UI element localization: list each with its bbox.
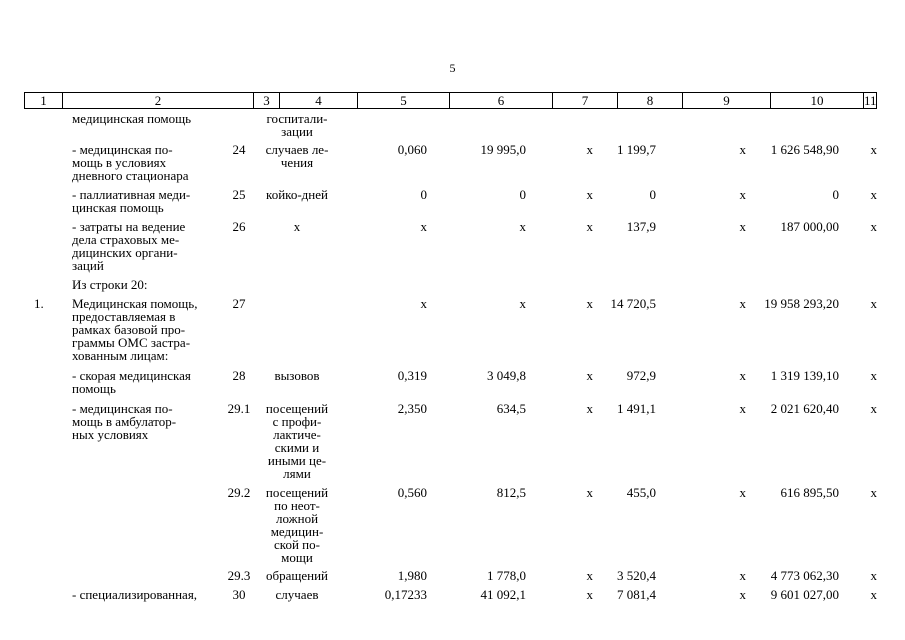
cell-col-8: 1 491,1 xyxy=(617,401,656,416)
cell-col-9: х xyxy=(739,485,746,500)
cell-line: посещений xyxy=(265,401,329,416)
cell-col-10: 616 895,50 xyxy=(780,485,839,500)
cell-col-9: х xyxy=(739,401,746,416)
cell-line: - скорая медицинская xyxy=(72,368,191,383)
cell-line: мощь в амбулатор- xyxy=(72,414,177,429)
header-cell-8: 8 xyxy=(646,93,654,108)
cell-col-5: 2,350 xyxy=(397,401,427,416)
cell-line: койко-дней xyxy=(266,187,328,202)
cell-col-5: 0,560 xyxy=(397,485,427,500)
cell-col-6: 3 049,8 xyxy=(487,368,526,383)
cell-col-6: 19 995,0 xyxy=(480,142,526,157)
cell-col-3: 29.3 xyxy=(227,568,251,583)
cell-col-10: 187 000,00 xyxy=(780,219,839,234)
cell-col-11: х xyxy=(870,587,877,602)
header-cell-3: 3 xyxy=(263,93,270,108)
cell-col-7: х xyxy=(586,587,593,602)
cell-col-8: 137,9 xyxy=(626,219,656,234)
cell-col-4 xyxy=(258,143,336,169)
cell-col-5: 1,980 xyxy=(397,568,427,583)
cell-col-9: х xyxy=(739,368,746,383)
cell-col-9: х xyxy=(739,587,746,602)
cell-line: заций xyxy=(72,258,104,273)
cell-line: ской по- xyxy=(274,537,320,552)
cell-col-5: 0 xyxy=(420,187,427,202)
header-cell-1: 1 xyxy=(40,93,47,108)
cell-col-8: 14 720,5 xyxy=(610,296,656,311)
cell-col-2 xyxy=(72,188,232,214)
cell-col-2 xyxy=(72,369,232,395)
header-cell-10: 10 xyxy=(810,93,824,108)
header-cell-9: 9 xyxy=(723,93,730,108)
cell-col-11: х xyxy=(870,368,877,383)
cell-line: вызовов xyxy=(274,368,320,383)
cell-line: Из строки 20: xyxy=(72,277,148,292)
cell-line: по неот- xyxy=(274,498,320,513)
cell-col-2 xyxy=(72,220,232,272)
cell-col-11: х xyxy=(870,296,877,311)
cell-line: - паллиативная меди- xyxy=(72,187,191,202)
cell-line: зации xyxy=(281,124,313,139)
cell-col-4 xyxy=(258,112,336,138)
cell-line: помощь xyxy=(72,381,116,396)
cell-line: хованным лицам: xyxy=(72,348,169,363)
cell-col-3: 29.2 xyxy=(227,485,251,500)
cell-col-4 xyxy=(258,402,336,480)
cell-line: - специализированная, xyxy=(72,587,198,602)
cell-line: дневного стационара xyxy=(72,168,189,183)
cell-line: х xyxy=(293,219,301,234)
cell-col-6: х xyxy=(519,219,526,234)
cell-col-5: х xyxy=(420,219,427,234)
cell-line: с профи- xyxy=(272,414,322,429)
cell-col-4 xyxy=(258,588,336,601)
cell-col-2 xyxy=(72,112,232,125)
cell-line: чения xyxy=(280,155,314,170)
cell-col-10: 19 958 293,20 xyxy=(764,296,839,311)
cell-col-2 xyxy=(72,143,232,182)
cell-col-4 xyxy=(258,569,336,582)
cell-col-8: 3 520,4 xyxy=(617,568,656,583)
cell-col-6: 1 778,0 xyxy=(487,568,526,583)
cell-line: мощь в условиях xyxy=(72,155,167,170)
cell-line: - затраты на ведение xyxy=(72,219,186,234)
cell-line: предоставляемая в xyxy=(72,309,176,324)
cell-line: госпитали- xyxy=(266,111,328,126)
cell-col-7: х xyxy=(586,401,593,416)
cell-col-11: х xyxy=(870,568,877,583)
cell-line: дицинских органи- xyxy=(72,245,178,260)
cell-line: скими и xyxy=(274,440,320,455)
cell-col-3: 26 xyxy=(232,219,246,234)
cell-col-9: х xyxy=(739,568,746,583)
cell-col-10: 4 773 062,30 xyxy=(770,568,839,583)
cell-col-2 xyxy=(72,402,232,441)
cell-col-2 xyxy=(72,278,232,291)
cell-line: случаев xyxy=(275,587,319,602)
cell-col-2 xyxy=(72,588,232,601)
cell-col-6: 634,5 xyxy=(496,401,526,416)
cell-col-10: 1 319 139,10 xyxy=(770,368,839,383)
cell-line: обращений xyxy=(265,568,329,583)
cell-col-10: 9 601 027,00 xyxy=(770,587,839,602)
cell-col-2 xyxy=(72,297,232,362)
cell-line: медицин- xyxy=(270,524,324,539)
cell-col-4 xyxy=(258,220,336,233)
cell-col-7: х xyxy=(586,296,593,311)
cell-col-8: 455,0 xyxy=(626,485,656,500)
cell-col-4 xyxy=(258,188,336,201)
cell-line: рамках базовой про- xyxy=(72,322,186,337)
cell-line: посещений xyxy=(265,485,329,500)
cell-col-7: х xyxy=(586,368,593,383)
header-cell-7: 7 xyxy=(581,93,589,108)
cell-col-11: х xyxy=(870,401,877,416)
cell-line: дела страховых ме- xyxy=(72,232,180,247)
cell-line: - медицинская по- xyxy=(72,401,173,416)
cell-col-11: х xyxy=(870,187,877,202)
cell-line: лактиче- xyxy=(273,427,321,442)
cell-col-5: 0,060 xyxy=(397,142,427,157)
cell-col-8: 972,9 xyxy=(626,368,656,383)
table-header-row xyxy=(24,92,877,109)
cell-line: цинская помощь xyxy=(72,200,164,215)
cell-line: мощи xyxy=(281,550,313,565)
cell-line: случаев ле- xyxy=(265,142,329,157)
cell-col-10: 0 xyxy=(832,187,839,202)
cell-col-7: х xyxy=(586,142,593,157)
cell-line: медицинская помощь xyxy=(72,111,192,126)
header-cell-5: 5 xyxy=(400,93,407,108)
cell-col-9: х xyxy=(739,187,746,202)
cell-col-6: 812,5 xyxy=(496,485,526,500)
cell-col-8: 0 xyxy=(649,187,656,202)
cell-col-6: 0 xyxy=(519,187,526,202)
cell-col-5: 0,319 xyxy=(397,368,427,383)
cell-col-3: 24 xyxy=(232,142,246,157)
cell-col-3: 27 xyxy=(232,296,246,311)
cell-col-3: 28 xyxy=(232,368,246,383)
header-cell-11: 11 xyxy=(864,93,877,108)
cell-col-3: 30 xyxy=(232,587,246,602)
cell-col-9: х xyxy=(739,142,746,157)
cell-col-8: 1 199,7 xyxy=(617,142,656,157)
cell-col-6: х xyxy=(519,296,526,311)
cell-col-7: х xyxy=(586,187,593,202)
cell-col-11: х xyxy=(870,219,877,234)
cell-col-4 xyxy=(258,369,336,382)
cell-col-9: х xyxy=(739,296,746,311)
cell-col-3: 25 xyxy=(232,187,246,202)
cell-line: ложной xyxy=(275,511,319,526)
cell-col-5: 0,17233 xyxy=(384,587,427,602)
cell-col-9: х xyxy=(739,219,746,234)
cell-col-8: 7 081,4 xyxy=(617,587,656,602)
cell-col-5: х xyxy=(420,296,427,311)
cell-col-7: х xyxy=(586,219,593,234)
header-cell-2: 2 xyxy=(154,93,162,108)
cell-line: - медицинская по- xyxy=(72,142,173,157)
page-number: 5 xyxy=(449,61,456,75)
cell-line: граммы ОМС застра- xyxy=(72,335,191,350)
cell-col-11: х xyxy=(870,485,877,500)
cell-col-7: х xyxy=(586,568,593,583)
cell-line: ных условиях xyxy=(72,427,149,442)
cell-col-10: 1 626 548,90 xyxy=(770,142,839,157)
header-cell-6: 6 xyxy=(497,93,505,108)
cell-col-7: х xyxy=(586,485,593,500)
cell-col-10: 2 021 620,40 xyxy=(770,401,839,416)
cell-line: лями xyxy=(283,466,311,481)
cell-col-4 xyxy=(258,486,336,564)
cell-line: Медицинская помощь, xyxy=(72,296,198,311)
cell-line: иными це- xyxy=(267,453,327,468)
header-cell-4: 4 xyxy=(315,93,322,108)
cell-col-3: 29.1 xyxy=(227,401,251,416)
cell-col-1: 1. xyxy=(34,296,44,311)
cell-col-11: х xyxy=(870,142,877,157)
cell-col-6: 41 092,1 xyxy=(480,587,526,602)
